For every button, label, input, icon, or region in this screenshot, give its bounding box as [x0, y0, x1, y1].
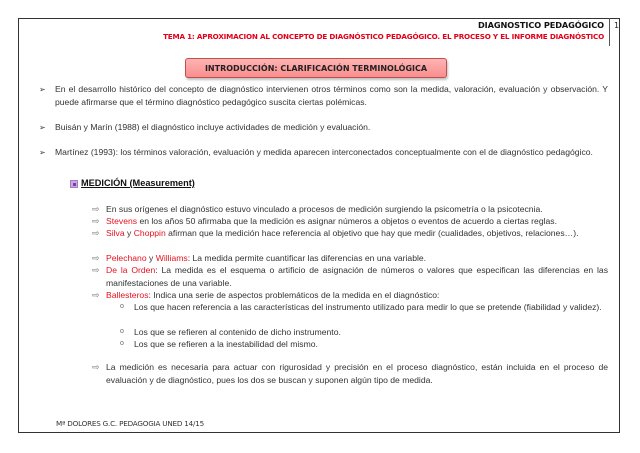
square-bullet-icon [70, 180, 78, 188]
medicion-item: Silva y Choppin afirman que la medición hace referencia al objetivo que hay que medir (cualidades, objetivos, relaciones…). [106, 228, 579, 238]
author-name: Williams [155, 253, 188, 263]
intro-paragraph: En el desarrollo histórico del concepto de diagnóstico intervienen otros términos como son la medida, valoración, evaluación y observación. Y puede afirmarse que el término diagnóstico pedagógico suscita ciertas polémicas. [55, 84, 608, 107]
circle-bullet-icon: o [120, 340, 124, 347]
author-name: Pelechano [106, 253, 147, 263]
arrowhead-bullet-icon: ➢ [39, 85, 46, 94]
arrow-bullet-icon: ⇨ [92, 362, 100, 372]
medicion-item: De la Orden: La medida es el esquema o artificio de asignación de números o valores que especifican las diferencias en las manifestaciones de una variable. [106, 265, 608, 288]
intro-paragraph: Buisán y Marín (1988) el diagnóstico incluye actividades de medición y evaluación. [55, 122, 371, 132]
arrowhead-bullet-icon: ➢ [39, 148, 46, 157]
page-number: 1 [614, 21, 620, 30]
author-name: Ballesteros [106, 290, 149, 300]
medicion-item: Stevens en los años 50 afirmaba que la medición es asignar números a objetos o eventos de acuerdo a ciertas reglas. [106, 216, 557, 226]
arrow-bullet-icon: ⇨ [92, 216, 100, 226]
sub-item: Los que hacen referencia a las características del instrumento utilizado para medir lo que se pretende (fiabilidad y validez). [134, 302, 602, 312]
section-title-box [185, 58, 447, 78]
header-divider [609, 18, 610, 46]
document-subtitle: TEMA 1: APROXIMACION AL CONCEPTO DE DIAGNÓSTICO PEDAGÓGICO. EL PROCESO Y EL INFORME DIAGNÓSTICO [163, 32, 604, 41]
sub-item: Los que se refieren al contenido de dicho instrumento. [134, 327, 341, 337]
arrow-bullet-icon: ⇨ [92, 290, 100, 300]
arrow-bullet-icon: ⇨ [92, 228, 100, 238]
author-name: Silva [106, 228, 125, 238]
author-name: De la Orden [106, 265, 156, 275]
document-title: DIAGNOSTICO PEDAGÓGICO [477, 20, 604, 30]
arrow-bullet-icon: ⇨ [92, 253, 100, 263]
author-name: Choppin [133, 228, 166, 238]
medicion-item: Pelechano y Williams: La medida permite cuantificar las diferencias en una variable. [106, 253, 427, 263]
sub-item: Los que se refieren a la inestabilidad del mismo. [134, 339, 318, 349]
page-footer: Mª DOLORES G.C. PEDAGOGIA UNED 14/15 [56, 419, 204, 428]
circle-bullet-icon: o [120, 328, 124, 335]
arrow-bullet-icon: ⇨ [92, 265, 100, 275]
circle-bullet-icon: o [120, 303, 124, 310]
medicion-heading: MEDICIÓN (Measurement) [81, 178, 195, 188]
arrow-bullet-icon: ⇨ [92, 204, 100, 214]
medicion-item: En sus orígenes el diagnóstico estuvo vinculado a procesos de medición surgiendo la psicometría o la psicotecnia. [106, 204, 543, 214]
intro-paragraph: Martínez (1993): los términos valoración, evaluación y medida aparecen interconectados conceptualmente con el de diagnóstico pedagógico. [55, 147, 593, 157]
arrowhead-bullet-icon: ➢ [39, 123, 46, 132]
author-name: Stevens [106, 216, 138, 226]
medicion-item: Ballesteros: Indica una serie de aspectos problemáticos de la medida en el diagnóstico: [106, 290, 440, 300]
section-title: INTRODUCCIÓN: CLARIFICACIÓN TERMINOLÓGICA [204, 63, 428, 73]
closing-paragraph: La medición es necesaria para actuar con rigurosidad y precisión en el proceso diagnóstico, están incluida en el proceso de evaluación y de diagnóstico, pues los dos se buscan y suponen algún tipo de medida. [106, 362, 608, 385]
